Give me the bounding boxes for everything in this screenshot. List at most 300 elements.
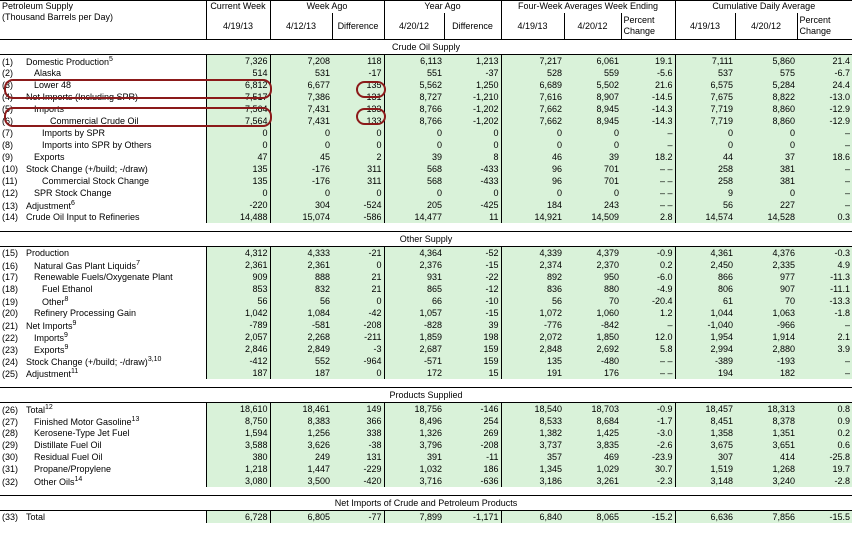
row-label-cell: [0, 427, 206, 439]
row-number: (1): [2, 57, 13, 67]
value-cell: 381: [735, 175, 797, 187]
footnote-marker: 9: [72, 320, 77, 327]
value-cell: 4.9: [797, 259, 852, 271]
value-cell: 39: [444, 319, 501, 331]
cumulative-header: Cumulative Daily Average: [675, 1, 852, 14]
table-row: [0, 211, 852, 223]
value-cell: 21: [332, 283, 384, 295]
value-cell: 7,326: [206, 55, 270, 68]
value-cell: 6,113: [384, 55, 444, 68]
value-cell: 3,675: [675, 439, 735, 451]
value-cell: 806: [675, 283, 735, 295]
row-label: Fuel Ethanol: [42, 284, 93, 294]
value-cell: 56: [206, 295, 270, 307]
value-cell: 907: [735, 283, 797, 295]
value-cell: 187: [206, 367, 270, 379]
section-spacer: [0, 379, 852, 388]
value-cell: 18,457: [675, 403, 735, 416]
value-cell: 1,044: [675, 307, 735, 319]
row-label-cell: [0, 175, 206, 187]
table-row: [0, 271, 852, 283]
value-cell: 0: [444, 127, 501, 139]
value-cell: 1,447: [270, 463, 332, 475]
row-label: Stock Change (+/build; -/draw): [26, 164, 148, 174]
value-cell: 56: [675, 199, 735, 211]
value-cell: -5.6: [621, 67, 675, 79]
value-cell: 184: [501, 199, 564, 211]
value-cell: 2,335: [735, 259, 797, 271]
value-cell: 7,719: [675, 103, 735, 115]
row-number: (27): [2, 417, 19, 427]
value-cell: 198: [444, 331, 501, 343]
value-cell: 1,063: [735, 307, 797, 319]
value-cell: -11.1: [797, 283, 852, 295]
value-cell: -77: [332, 511, 384, 524]
value-cell: 2,072: [501, 331, 564, 343]
value-cell: 514: [206, 67, 270, 79]
table-row: [0, 199, 852, 211]
value-cell: -6.0: [621, 271, 675, 283]
value-cell: -776: [501, 319, 564, 331]
value-cell: 0.3: [797, 211, 852, 223]
row-label: Kerosene-Type Jet Fuel: [34, 428, 130, 438]
row-label: SPR Stock Change: [34, 188, 112, 198]
value-cell: 19.1: [621, 55, 675, 68]
value-cell: -2.3: [621, 475, 675, 487]
value-cell: 0: [384, 187, 444, 199]
table-row: [0, 319, 852, 331]
table-row: [0, 367, 852, 379]
value-cell: 977: [735, 271, 797, 283]
footnote-marker: 12: [45, 404, 53, 411]
row-number: (7): [2, 128, 13, 138]
value-cell: -15: [444, 307, 501, 319]
value-cell: – –: [621, 163, 675, 175]
value-cell: 865: [384, 283, 444, 295]
value-cell: -1.7: [621, 415, 675, 427]
row-label-cell: [0, 415, 206, 427]
value-cell: -220: [206, 199, 270, 211]
table-row: [0, 55, 852, 68]
value-cell: 8: [444, 151, 501, 163]
value-cell: 44: [675, 151, 735, 163]
value-cell: -11.3: [797, 271, 852, 283]
row-label-cell: [0, 79, 206, 91]
value-cell: -586: [332, 211, 384, 223]
value-cell: -1,202: [444, 115, 501, 127]
value-cell: 70: [564, 295, 621, 307]
table-row: [0, 343, 852, 355]
value-cell: 3,737: [501, 439, 564, 451]
pct-cumulative: Percent Change: [797, 13, 852, 40]
value-cell: 7,662: [501, 115, 564, 127]
value-cell: -14.3: [621, 115, 675, 127]
value-cell: 133: [332, 115, 384, 127]
value-cell: 0: [270, 139, 332, 151]
value-cell: 701: [564, 163, 621, 175]
value-cell: 8,065: [564, 511, 621, 524]
row-number: (4): [2, 92, 13, 102]
value-cell: 7,217: [501, 55, 564, 68]
value-cell: 5,860: [735, 55, 797, 68]
row-label-cell: [0, 319, 206, 331]
row-label: Finished Motor Gasoline: [34, 417, 132, 427]
value-cell: 3,651: [735, 439, 797, 451]
value-cell: 4,379: [564, 247, 621, 260]
value-cell: 0.6: [797, 439, 852, 451]
value-cell: 0: [206, 139, 270, 151]
value-cell: 8,383: [270, 415, 332, 427]
row-label-cell: [0, 355, 206, 367]
table-row: [0, 511, 852, 524]
value-cell: -25.8: [797, 451, 852, 463]
row-label-cell: [0, 247, 206, 260]
value-cell: 1,859: [384, 331, 444, 343]
row-label: Net Imports: [26, 321, 73, 331]
row-number: (3): [2, 80, 13, 90]
value-cell: 8,822: [735, 91, 797, 103]
value-cell: 2.8: [621, 211, 675, 223]
row-number: (20): [2, 308, 19, 318]
value-cell: 18.2: [621, 151, 675, 163]
section-crude-oil-supply: Crude Oil Supply: [0, 40, 852, 55]
value-cell: 1,250: [444, 79, 501, 91]
value-cell: 70: [735, 295, 797, 307]
value-cell: 559: [564, 67, 621, 79]
value-cell: 19.7: [797, 463, 852, 475]
value-cell: -12.9: [797, 115, 852, 127]
value-cell: 551: [384, 67, 444, 79]
row-number: (26): [2, 405, 19, 415]
value-cell: 1,382: [501, 427, 564, 439]
footnote-marker: 13: [131, 416, 140, 423]
date-four-week-1: 4/19/13: [501, 13, 564, 40]
row-label: Adjustment: [26, 369, 72, 379]
value-cell: 14,509: [564, 211, 621, 223]
value-cell: 414: [735, 451, 797, 463]
value-cell: 15,074: [270, 211, 332, 223]
value-cell: 6,575: [675, 79, 735, 91]
value-cell: 14,488: [206, 211, 270, 223]
value-cell: -11: [444, 451, 501, 463]
value-cell: 7,564: [206, 115, 270, 127]
value-cell: 3,716: [384, 475, 444, 487]
value-cell: 8,766: [384, 103, 444, 115]
date-current-week: 4/19/13: [206, 13, 270, 40]
value-cell: -480: [564, 355, 621, 367]
value-cell: 0: [444, 139, 501, 151]
row-label-cell: [0, 163, 206, 175]
value-cell: -10: [444, 295, 501, 307]
value-cell: -15: [444, 259, 501, 271]
value-cell: 311: [332, 163, 384, 175]
row-label: Total: [26, 405, 46, 415]
row-label-cell: [0, 67, 206, 79]
value-cell: 3,835: [564, 439, 621, 451]
row-label-cell: [0, 451, 206, 463]
value-cell: 0: [501, 127, 564, 139]
value-cell: -433: [444, 163, 501, 175]
value-cell: -193: [735, 355, 797, 367]
value-cell: 176: [564, 367, 621, 379]
table-row: [0, 307, 852, 319]
value-cell: -38: [332, 439, 384, 451]
table-row: [0, 427, 852, 439]
row-label: Refinery Processing Gain: [34, 308, 137, 318]
value-cell: -14.3: [621, 103, 675, 115]
value-cell: -1,202: [444, 103, 501, 115]
row-number: (15): [2, 248, 19, 258]
table-row: [0, 331, 852, 343]
value-cell: 3,148: [675, 475, 735, 487]
value-cell: –: [797, 367, 852, 379]
value-cell: –: [621, 139, 675, 151]
row-label: Renewable Fuels/Oxygenate Plant: [34, 272, 173, 282]
value-cell: 6,689: [501, 79, 564, 91]
row-label: Exports: [34, 152, 65, 162]
value-cell: –: [797, 139, 852, 151]
row-number: (25): [2, 369, 19, 379]
value-cell: 8,684: [564, 415, 621, 427]
value-cell: 8,727: [384, 91, 444, 103]
value-cell: 1,060: [564, 307, 621, 319]
value-cell: 892: [501, 271, 564, 283]
value-cell: 0: [564, 187, 621, 199]
row-label-cell: [0, 187, 206, 199]
value-cell: 2,361: [206, 259, 270, 271]
value-cell: 2,057: [206, 331, 270, 343]
value-cell: 0.9: [797, 415, 852, 427]
value-cell: 3,186: [501, 475, 564, 487]
value-cell: –: [797, 319, 852, 331]
value-cell: 0: [332, 187, 384, 199]
row-label-cell: [0, 331, 206, 343]
value-cell: 8,750: [206, 415, 270, 427]
value-cell: -425: [444, 199, 501, 211]
table-row: [0, 163, 852, 175]
value-cell: 2,849: [270, 343, 332, 355]
value-cell: 249: [270, 451, 332, 463]
value-cell: 1,042: [206, 307, 270, 319]
row-number: (8): [2, 140, 13, 150]
value-cell: 0: [675, 139, 735, 151]
value-cell: 4,312: [206, 247, 270, 260]
value-cell: -966: [735, 319, 797, 331]
pct-four-week: Percent Change: [621, 13, 675, 40]
value-cell: 0: [564, 139, 621, 151]
value-cell: –: [621, 319, 675, 331]
row-label-cell: [0, 343, 206, 355]
row-label: Propane/Propylene: [34, 464, 112, 474]
footnote-marker: 9: [64, 344, 69, 351]
value-cell: -789: [206, 319, 270, 331]
footnote-marker: 3,10: [147, 356, 162, 363]
value-cell: 61: [675, 295, 735, 307]
value-cell: -1.8: [797, 307, 852, 319]
value-cell: 4,364: [384, 247, 444, 260]
value-cell: 3,796: [384, 439, 444, 451]
value-cell: 8,451: [675, 415, 735, 427]
value-cell: 6,061: [564, 55, 621, 68]
section-spacer: [0, 487, 852, 496]
row-label: Residual Fuel Oil: [34, 452, 103, 462]
row-label-cell: [0, 439, 206, 451]
value-cell: 11: [444, 211, 501, 223]
row-label-cell: [0, 511, 206, 524]
value-cell: 8,533: [501, 415, 564, 427]
value-cell: 6,812: [206, 79, 270, 91]
value-cell: 7,431: [270, 103, 332, 115]
row-number: (33): [2, 512, 19, 522]
table-row: [0, 103, 852, 115]
value-cell: 2,687: [384, 343, 444, 355]
value-cell: 6,677: [270, 79, 332, 91]
value-cell: 950: [564, 271, 621, 283]
value-cell: 14,528: [735, 211, 797, 223]
row-label: Lower 48: [34, 80, 72, 90]
value-cell: 0: [444, 187, 501, 199]
table-row: [0, 259, 852, 271]
value-cell: 258: [675, 163, 735, 175]
row-label: Natural Gas Plant Liquids: [34, 261, 137, 271]
value-cell: 5,502: [564, 79, 621, 91]
table-row: [0, 79, 852, 91]
value-cell: 0: [332, 295, 384, 307]
value-cell: -208: [332, 319, 384, 331]
row-label-cell: [0, 91, 206, 103]
value-cell: -14.5: [621, 91, 675, 103]
value-cell: -23.9: [621, 451, 675, 463]
value-cell: 21.4: [797, 55, 852, 68]
value-cell: 12.0: [621, 331, 675, 343]
value-cell: 8,945: [564, 103, 621, 115]
footnote-marker: 6: [71, 200, 75, 207]
row-number: (17): [2, 272, 19, 282]
value-cell: 3,080: [206, 475, 270, 487]
value-cell: -12.9: [797, 103, 852, 115]
value-cell: 304: [270, 199, 332, 211]
value-cell: 37: [735, 151, 797, 163]
row-label-cell: [0, 211, 206, 223]
value-cell: –: [797, 199, 852, 211]
value-cell: -3.0: [621, 427, 675, 439]
row-label-cell: [0, 307, 206, 319]
value-cell: 135: [332, 79, 384, 91]
table-row: [0, 187, 852, 199]
value-cell: 552: [270, 355, 332, 367]
value-cell: 4,376: [735, 247, 797, 260]
value-cell: 7,719: [675, 115, 735, 127]
value-cell: 311: [332, 175, 384, 187]
value-cell: 3,500: [270, 475, 332, 487]
stub-title: Petroleum Supply: [2, 1, 74, 11]
value-cell: 14,921: [501, 211, 564, 223]
value-cell: -581: [270, 319, 332, 331]
table-row: [0, 475, 852, 487]
value-cell: 18,313: [735, 403, 797, 416]
value-cell: 3,261: [564, 475, 621, 487]
value-cell: 0: [332, 367, 384, 379]
value-cell: -15.5: [797, 511, 852, 524]
value-cell: 269: [444, 427, 501, 439]
value-cell: 172: [384, 367, 444, 379]
value-cell: 18,540: [501, 403, 564, 416]
row-label: Imports into SPR by Others: [42, 140, 152, 150]
row-label-cell: [0, 295, 206, 307]
value-cell: 149: [332, 403, 384, 416]
value-cell: -2.6: [621, 439, 675, 451]
value-cell: 24.4: [797, 79, 852, 91]
value-cell: 39: [384, 151, 444, 163]
table-row: [0, 151, 852, 163]
value-cell: -842: [564, 319, 621, 331]
row-label: Imports: [34, 333, 65, 343]
value-cell: 391: [384, 451, 444, 463]
value-cell: 4,333: [270, 247, 332, 260]
value-cell: 0: [675, 127, 735, 139]
row-number: (5): [2, 104, 13, 114]
row-number: (28): [2, 428, 19, 438]
value-cell: 0: [501, 139, 564, 151]
value-cell: 7,517: [206, 91, 270, 103]
row-number: (9): [2, 152, 13, 162]
row-label: Commercial Stock Change: [42, 176, 150, 186]
value-cell: 243: [564, 199, 621, 211]
value-cell: 0.2: [621, 259, 675, 271]
row-number: (10): [2, 164, 19, 174]
value-cell: 537: [675, 67, 735, 79]
value-cell: 7,208: [270, 55, 332, 68]
value-cell: -412: [206, 355, 270, 367]
table-row: [0, 115, 852, 127]
row-label-cell: [0, 367, 206, 379]
value-cell: -229: [332, 463, 384, 475]
value-cell: 14,477: [384, 211, 444, 223]
value-cell: 0: [270, 127, 332, 139]
value-cell: 469: [564, 451, 621, 463]
value-cell: 1,914: [735, 331, 797, 343]
value-cell: 575: [735, 67, 797, 79]
value-cell: 2,374: [501, 259, 564, 271]
value-cell: -208: [444, 439, 501, 451]
value-cell: -571: [384, 355, 444, 367]
value-cell: 0: [332, 139, 384, 151]
value-cell: 135: [501, 355, 564, 367]
value-cell: 194: [675, 367, 735, 379]
value-cell: -1,040: [675, 319, 735, 331]
value-cell: 3,240: [735, 475, 797, 487]
value-cell: 1,032: [384, 463, 444, 475]
table-row: [0, 67, 852, 79]
value-cell: 2,376: [384, 259, 444, 271]
value-cell: 0: [501, 187, 564, 199]
table-row: [0, 415, 852, 427]
value-cell: 18.6: [797, 151, 852, 163]
row-label-cell: [0, 259, 206, 271]
value-cell: 118: [332, 55, 384, 68]
value-cell: 3,626: [270, 439, 332, 451]
row-number: (29): [2, 440, 19, 450]
value-cell: 159: [444, 355, 501, 367]
value-cell: 888: [270, 271, 332, 283]
table-row: [0, 91, 852, 103]
value-cell: -20.4: [621, 295, 675, 307]
value-cell: – –: [621, 355, 675, 367]
value-cell: 96: [501, 163, 564, 175]
value-cell: 1.2: [621, 307, 675, 319]
value-cell: 6,840: [501, 511, 564, 524]
value-cell: 832: [270, 283, 332, 295]
